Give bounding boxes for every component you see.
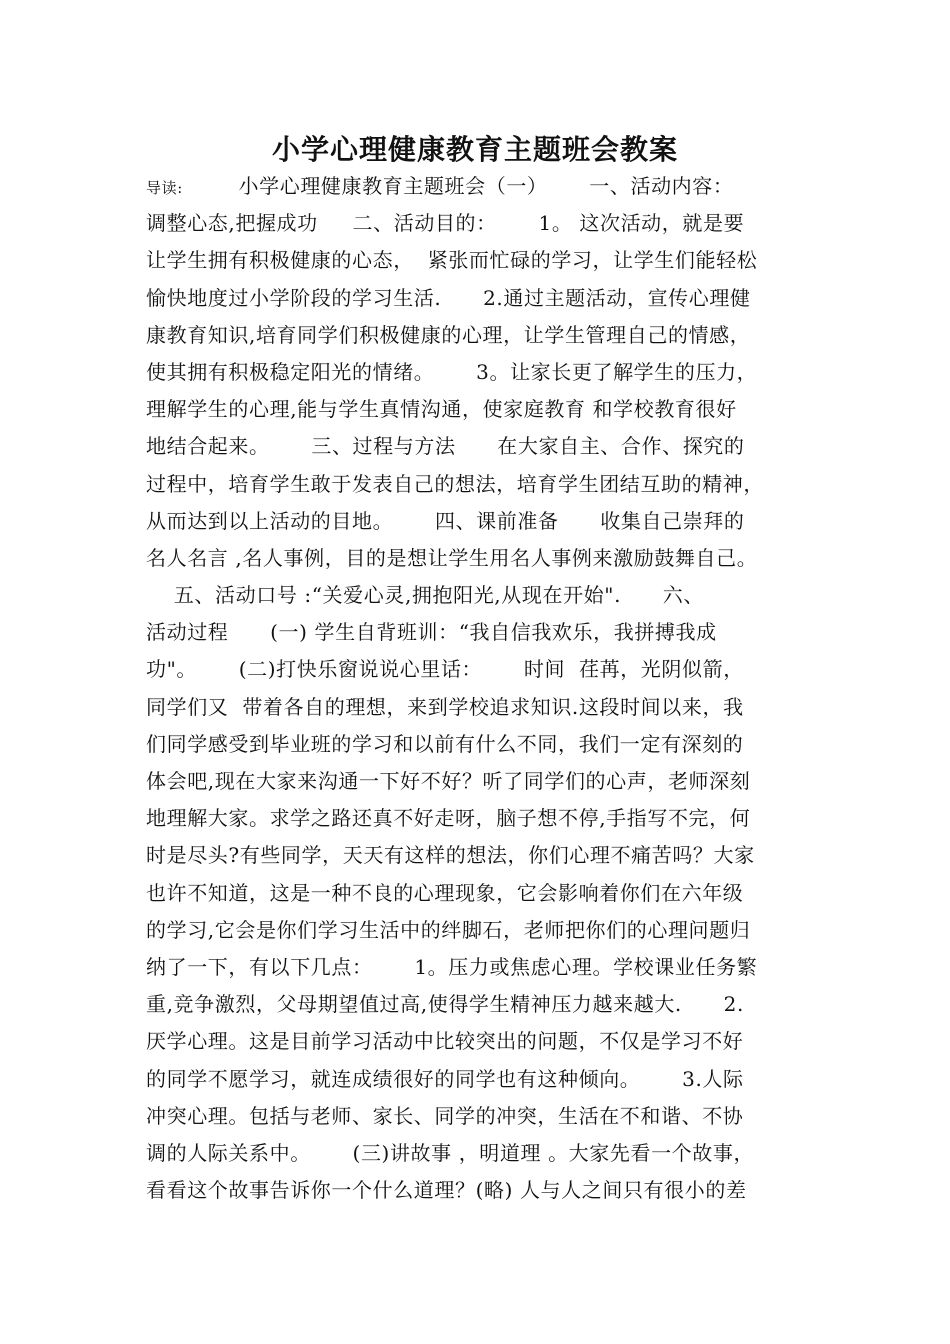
body-line: 厌学心理。这是目前学习活动中比较突出的问题，不仅是学习不好	[146, 1029, 744, 1054]
body-line-1	[146, 168, 826, 205]
body-line: 们同学感受到毕业班的学习和以前有什么不同，我们一定有深刻的	[146, 731, 744, 756]
document-title: 小学心理健康教育主题班会教案	[271, 133, 678, 166]
lead-label: 导读:	[146, 179, 183, 197]
body-line: 冲突心理。包括与老师、家长、同学的冲突，生活在不和谐、不协	[146, 1103, 744, 1128]
body-line: 五、活动口号 :“关爱心灵,拥抱阳光,从现在开始". 六、	[146, 583, 704, 608]
body-line: 的同学不愿学习，就连成绩很好的同学也有这种倾向。 3.人际	[146, 1066, 744, 1091]
body-line: 地结合起来。 三、过程与方法 在大家自主、合作、探究的	[146, 434, 745, 459]
body-line: 体会吧,现在大家来沟通一下好不好？听了同学们的心声，老师深刻	[146, 769, 751, 793]
body-line: 过程中，培育学生敢于发表自己的想法，培育学生团结互助的精神，	[146, 471, 764, 496]
body-line: 调整心态,把握成功 二、活动目的： 1。 这次活动，就是要	[146, 211, 745, 236]
body-line: 看看这个故事告诉你一个什么道理？(略) 人与人之间只有很小的差	[146, 1178, 747, 1203]
body-line: 愉快地度过小学阶段的学习生活. 2.通过主题活动，宣传心理健	[146, 285, 751, 310]
body-line: 时是尽头?有些同学，天天有这样的想法，你们心理不痛苦吗？大家	[146, 843, 755, 868]
body-line: 调的人际关系中。 (三)讲故事 ，明道理 。大家先看一个故事，	[146, 1140, 755, 1165]
body-line: 也许不知道，这是一种不良的心理现象，它会影响着你们在六年级	[146, 880, 744, 905]
body-line: 康教育知识,培育同学们积极健康的心理，让学生管理自己的情感，	[146, 322, 751, 347]
body-line: 活动过程 (一) 学生自背班训：“我自信我欢乐，我拼搏我成	[146, 620, 717, 645]
body-line: 理解学生的心理,能与学生真情沟通，使家庭教育 和学校教育很好	[146, 397, 737, 422]
body-line: 纳了一下，有以下几点： 1。压力或焦虑心理。学校课业任务繁	[146, 954, 758, 979]
body-line: 同学们又 带着各自的理想，来到学校追求知识.这段时间以来，我	[146, 694, 744, 719]
body-line: 的学习,它会是你们学习生活中的绊脚石，老师把你们的心理问题归	[146, 917, 751, 942]
body-line-1-text: 小学心理健康教育主题班会（一） 一、活动内容：	[238, 174, 734, 198]
document-body	[146, 168, 826, 1209]
body-line: 让学生拥有积极健康的心态， 紧张而忙碌的学习，让学生们能轻松	[146, 248, 758, 273]
body-line: 使其拥有积极稳定阳光的情绪。 3。让家长更了解学生的压力，	[146, 359, 758, 384]
body-line: 名人名言 ,名人事例，目的是想让学生用名人事例来激励鼓舞自己。	[146, 545, 758, 570]
body-line: 地理解大家。求学之路还真不好走呀，脑子想不停,手指写不完，何	[146, 806, 751, 831]
body-line: 从而达到以上活动的目地。 四、课前准备 收集自己崇拜的	[146, 508, 745, 533]
body-line: 功"。 (二)打快乐窗说说心里话： 时间 荏苒，光阴似箭，	[146, 657, 744, 682]
body-line: 重,竞争激烈，父母期望值过高,使得学生精神压力越来越大. 2.	[146, 992, 744, 1017]
